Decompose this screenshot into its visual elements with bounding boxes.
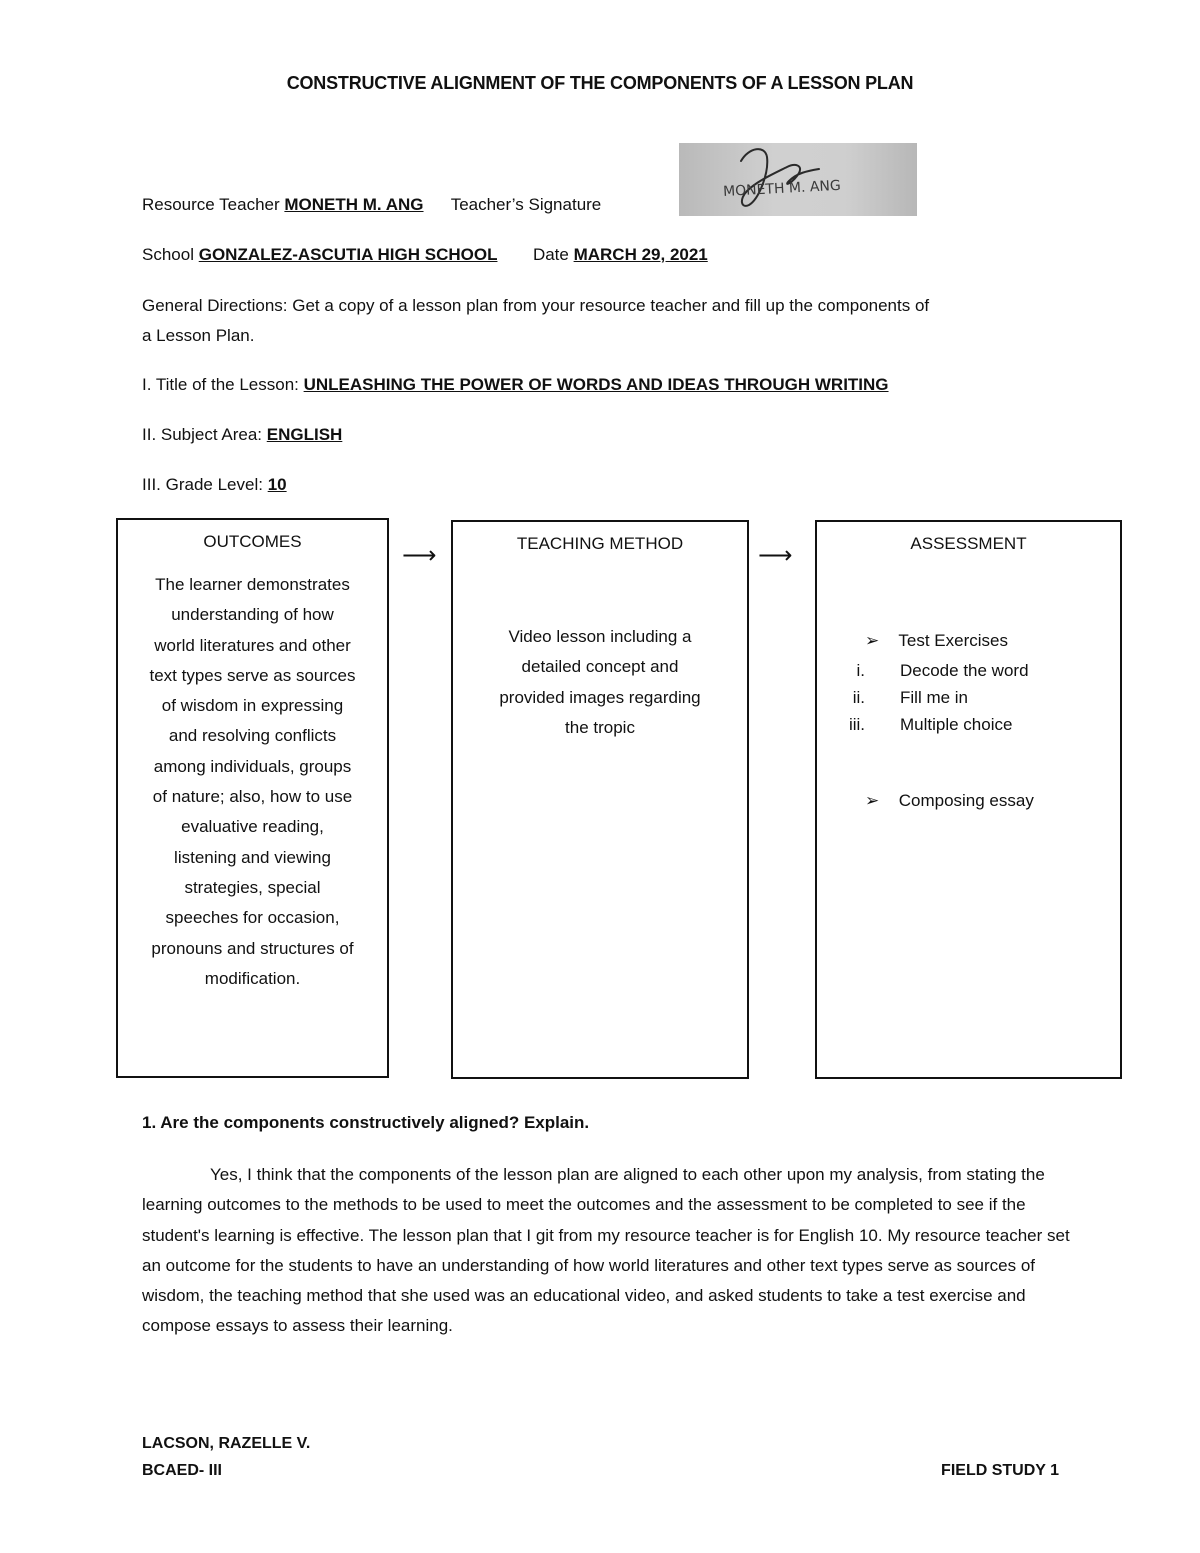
outcomes-line: understanding of how [171, 605, 334, 625]
outcomes-line: speeches for occasion, [165, 908, 340, 928]
date-value: MARCH 29, 2021 [573, 245, 708, 264]
assessment-sub-text: Multiple choice [900, 715, 1013, 734]
school-line [142, 245, 708, 265]
teaching-method-line: the tropic [565, 717, 635, 737]
resource-teacher-line [142, 195, 601, 215]
student-name: LACSON, RAZELLE V. [142, 1435, 311, 1452]
directions-line-1: General Directions: Get a copy of a lesson plan from your resource teacher and fill up the components of [142, 296, 930, 315]
answer-paragraph: Yes, I think that the components of the lesson plan are aligned to each other upon my analysis, from stating the learning outcomes to the methods to be used to meet the outcomes and the assessment to be completed to see if the student's learning is effective. The lesson plan that I git from my resource teacher is for English 10. My resource teacher set an outcome for the students to have an understanding of how world literatures and other text types serve as sources of wisdom, the teaching method that she used was an educational video, and asked students to take a test exercise and compose essays to assess their learning. [142, 1165, 1070, 1336]
school-name: GONZALEZ-ASCUTIA HIGH SCHOOL [198, 245, 498, 264]
assessment-bullet-1 [865, 631, 1008, 651]
outcomes-line: world literatures and other [154, 635, 351, 655]
outcomes-box [116, 518, 389, 1078]
subject-label: FIELD STUDY 1 [941, 1462, 1059, 1479]
subject-area-line [142, 425, 342, 445]
outcomes-line: modification. [204, 968, 301, 988]
teaching-method-box [451, 520, 749, 1079]
page-title: CONSTRUCTIVE ALIGNMENT OF THE COMPONENTS OF A LESSON PLAN [286, 73, 914, 93]
roman-numeral: iii. [848, 715, 865, 734]
outcomes-line: text types serve as sources [149, 665, 356, 685]
outcomes-header: OUTCOMES [203, 532, 302, 551]
outcomes-line: listening and viewing [174, 847, 331, 867]
subject-area-value: ENGLISH [266, 425, 343, 444]
student-course: BCAED- III [142, 1462, 222, 1479]
arrow-bullet-icon: ➢ [865, 791, 880, 810]
roman-numeral: i. [856, 661, 865, 680]
outcomes-line: among individuals, groups [153, 756, 352, 776]
arrow-right-icon: ⟶ [758, 541, 793, 569]
outcomes-line: of wisdom in expressing [161, 696, 344, 716]
signature-text: MONETH M. ANG [722, 177, 842, 200]
outcomes-line: The learner demonstrates [155, 575, 350, 594]
teaching-method-header: TEACHING METHOD [516, 534, 684, 553]
signature-label: Teacher’s Signature [450, 195, 602, 214]
assessment-bullet-text: Composing essay [898, 791, 1034, 810]
date-label: Date [532, 245, 569, 264]
lesson-title-label: I. Title of the Lesson: [142, 375, 299, 394]
grade-level-value: 10 [267, 475, 287, 494]
grade-level-line [142, 475, 287, 495]
assessment-bullet-2 [865, 791, 1034, 811]
subject-area-label: II. Subject Area: [142, 425, 263, 444]
teaching-method-line: provided images regarding [499, 687, 701, 707]
assessment-bullet-text: Test Exercises [898, 631, 1008, 650]
teaching-method-line: Video lesson including a [508, 627, 692, 646]
assessment-sub-text: Fill me in [900, 688, 969, 707]
teaching-method-text [453, 622, 747, 743]
teaching-method-line: detailed concept and [521, 657, 679, 677]
roman-numeral: ii. [852, 688, 865, 707]
outcomes-line: strategies, special [184, 877, 321, 897]
outcomes-line: of nature; also, how to use [152, 787, 353, 807]
outcomes-line: and resolving conflicts [168, 726, 337, 746]
resource-teacher-name: MONETH M. ANG [284, 195, 424, 214]
outcomes-line: evaluative reading, [181, 817, 324, 837]
resource-teacher-label: Resource Teacher [142, 195, 280, 214]
assessment-sub-text: Decode the word [900, 661, 1029, 680]
outcomes-line: pronouns and structures of [151, 938, 354, 958]
assessment-list [815, 520, 1122, 1079]
arrow-bullet-icon: ➢ [865, 631, 880, 650]
assessment-header: ASSESSMENT [910, 534, 1027, 553]
grade-level-label: III. Grade Level: [142, 475, 263, 494]
question-heading: 1. Are the components constructively aligned? Explain. [142, 1113, 590, 1132]
directions-line-2: a Lesson Plan. [142, 326, 255, 345]
lesson-title-line [142, 375, 889, 395]
arrow-right-icon: ⟶ [402, 541, 437, 569]
teacher-signature-image [679, 143, 917, 216]
school-label: School [142, 245, 194, 264]
lesson-title-value: UNLEASHING THE POWER OF WORDS AND IDEAS THROUGH WRITING [303, 375, 889, 394]
outcomes-text [118, 570, 387, 994]
